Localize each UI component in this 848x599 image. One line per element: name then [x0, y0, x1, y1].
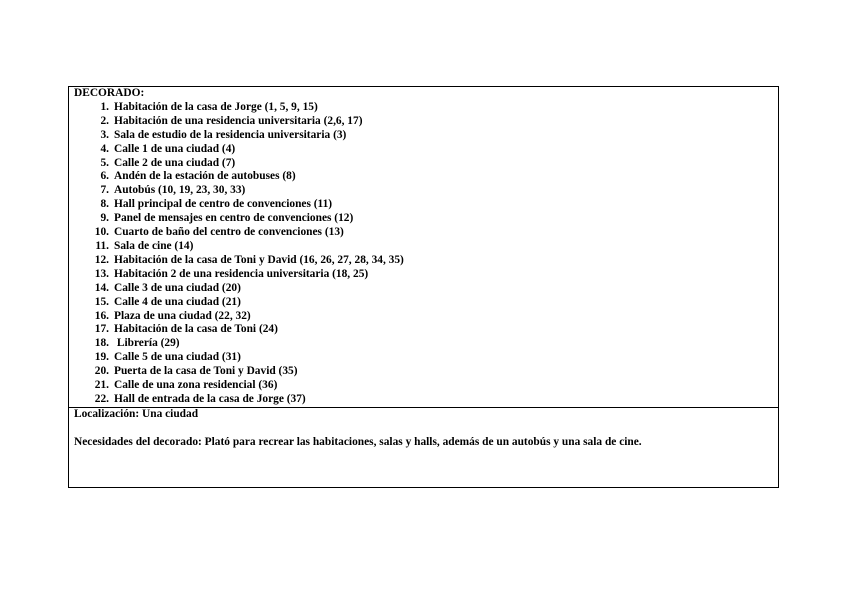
set-list-item [74, 323, 778, 337]
set-item-number: 2. [100, 114, 109, 127]
set-list-item [74, 184, 778, 198]
set-item-number: 1. [100, 100, 109, 113]
necesidades-line: Necesidades del decorado: Plató para recrear las habitaciones, salas y halls, además de un autobús y una sala de cine. [74, 435, 642, 448]
set-item-number: 20. [94, 365, 109, 378]
set-item-text: Calle de una zona residencial (36) [114, 379, 278, 392]
set-list-item [74, 157, 778, 171]
set-item-text: Calle 4 de una ciudad (21) [114, 295, 241, 308]
set-item-number: 18. [94, 337, 109, 350]
set-item-number: 22. [94, 392, 109, 405]
set-list-item [74, 212, 778, 226]
set-item-text: Habitación de una residencia universitaria (2,6, 17) [114, 114, 363, 127]
blank-line [74, 422, 778, 436]
set-list-item [74, 101, 778, 115]
set-item-text: Habitación 2 de una residencia universitaria (18, 25) [114, 267, 369, 280]
set-list-item [74, 170, 778, 184]
set-list-item [74, 337, 778, 351]
set-item-text: Habitación de la casa de Jorge (1, 5, 9, 15) [114, 100, 318, 113]
set-item-text: Hall principal de centro de convenciones (11) [114, 198, 333, 211]
set-item-number: 14. [94, 281, 109, 294]
set-item-number: 4. [100, 142, 109, 155]
set-list-item [74, 296, 778, 310]
set-item-text: Cuarto de baño del centro de convenciones (13) [114, 226, 344, 239]
set-item-number: 5. [100, 156, 109, 169]
set-item-text: Calle 2 de una ciudad (7) [114, 156, 236, 169]
set-item-text: Plaza de una ciudad (22, 32) [114, 309, 251, 322]
localizacion-line: Localización: Una ciudad [74, 408, 199, 420]
set-item-number: 9. [100, 212, 109, 225]
set-item-text: Calle 1 de una ciudad (4) [114, 142, 236, 155]
set-list-item [74, 351, 778, 365]
set-list-item [74, 226, 778, 240]
set-item-number: 21. [94, 379, 109, 392]
set-item-number: 19. [94, 351, 109, 364]
decorado-section [69, 87, 778, 407]
set-item-text: Habitación de la casa de Toni y David (16, 26, 27, 28, 34, 35) [114, 253, 404, 266]
set-item-number: 16. [94, 309, 109, 322]
set-item-text: Hall de entrada de la casa de Jorge (37) [114, 392, 306, 405]
set-item-text: Calle 5 de una ciudad (31) [114, 351, 241, 364]
set-list-item [74, 310, 778, 324]
set-item-text: Sala de cine (14) [114, 239, 194, 252]
set-item-number: 17. [94, 323, 109, 336]
set-list-item [74, 282, 778, 296]
set-item-number: 11. [95, 239, 109, 252]
set-item-text: Librería (29) [114, 337, 180, 350]
set-list-item [74, 268, 778, 282]
set-item-text: Andén de la estación de autobuses (8) [114, 170, 296, 183]
set-item-text: Sala de estudio de la residencia universitaria (3) [114, 128, 347, 141]
decorado-table [68, 86, 779, 488]
set-item-number: 12. [94, 253, 109, 266]
set-item-text: Calle 3 de una ciudad (20) [114, 281, 241, 294]
details-section [69, 408, 778, 450]
set-list-item [74, 240, 778, 254]
set-list-item [74, 198, 778, 212]
set-list-item [74, 254, 778, 268]
set-item-text: Panel de mensajes en centro de convenciones (12) [114, 212, 354, 225]
set-item-text: Autobús (10, 19, 23, 30, 33) [114, 184, 246, 197]
set-item-number: 10. [94, 226, 109, 239]
set-list-item [74, 393, 778, 407]
set-item-text: Habitación de la casa de Toni (24) [114, 323, 278, 336]
set-item-number: 8. [100, 198, 109, 211]
set-list-item [74, 365, 778, 379]
set-item-number: 6. [100, 170, 109, 183]
set-item-number: 13. [94, 267, 109, 280]
set-list-item [74, 129, 778, 143]
set-item-number: 15. [94, 295, 109, 308]
set-item-number: 7. [100, 184, 109, 197]
set-item-number: 3. [100, 128, 109, 141]
set-item-text: Puerta de la casa de Toni y David (35) [114, 365, 298, 378]
decorado-heading: DECORADO: [74, 87, 145, 99]
set-list-item [74, 143, 778, 157]
set-list-item [74, 379, 778, 393]
set-list [74, 101, 778, 407]
set-list-item [74, 115, 778, 129]
